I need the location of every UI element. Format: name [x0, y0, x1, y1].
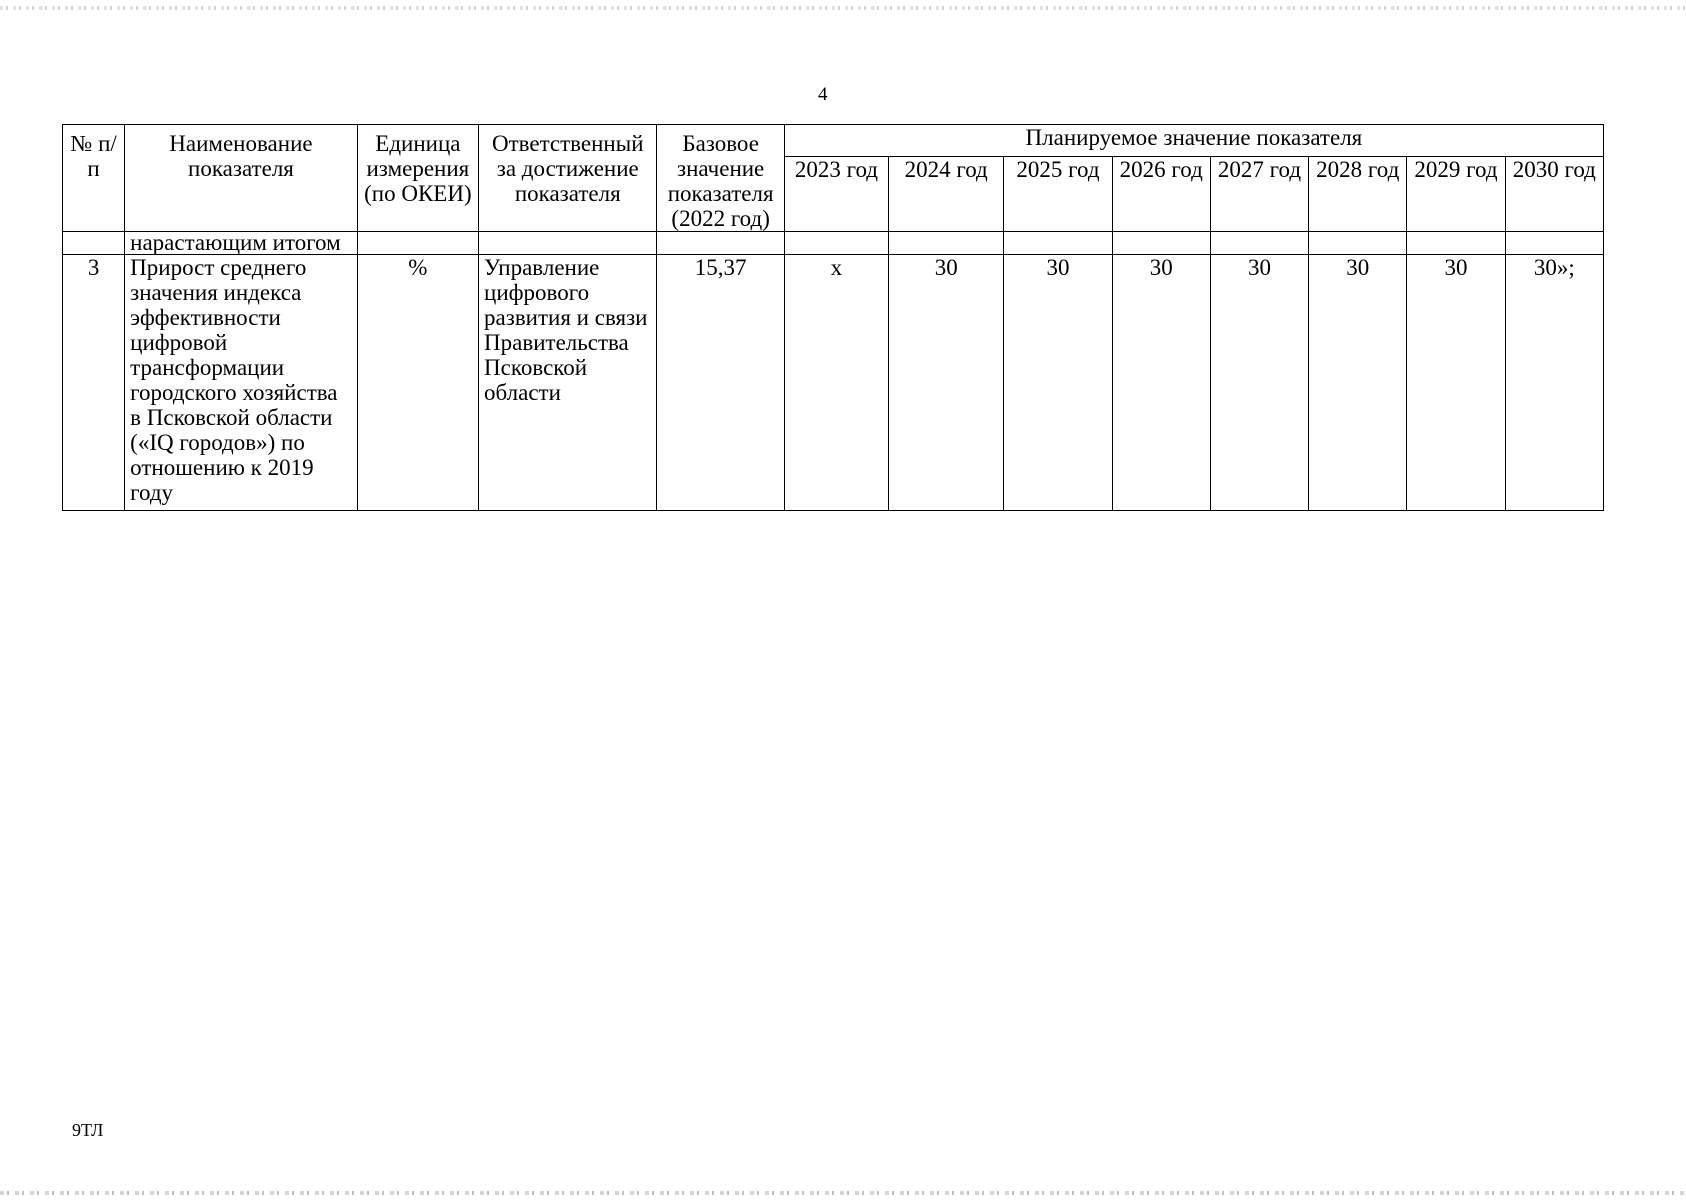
- cell-value-2030: 30»;: [1505, 255, 1603, 511]
- header-planned: Планируемое значение показателя: [784, 125, 1603, 157]
- cell-base: 15,37: [657, 255, 784, 511]
- header-year-2027: 2027 год: [1210, 156, 1308, 231]
- cell-name-continuation: нарастающим итогом: [125, 232, 358, 255]
- cell-value-2027: 30: [1210, 255, 1308, 511]
- cell-empty: [1505, 232, 1603, 255]
- cell-empty: [357, 232, 478, 255]
- footer-code: 9ТЛ: [72, 1120, 104, 1140]
- page-number: 4: [818, 84, 828, 105]
- cell-value-2023: х: [784, 255, 888, 511]
- header-name: Наименование показателя: [125, 125, 358, 232]
- cell-value-2028: 30: [1309, 255, 1407, 511]
- header-year-2030: 2030 год: [1505, 156, 1603, 231]
- cell-empty: [63, 232, 125, 255]
- header-row-top: [63, 125, 1604, 157]
- cell-empty: [1004, 232, 1112, 255]
- cell-empty: [784, 232, 888, 255]
- header-year-2026: 2026 год: [1112, 156, 1210, 231]
- cell-empty: [479, 232, 657, 255]
- cell-value-2024: 30: [889, 255, 1004, 511]
- table-row-continuation: [63, 232, 1604, 255]
- header-unit: Единица измерения (по ОКЕИ): [357, 125, 478, 232]
- indicators-table: [62, 124, 1604, 511]
- header-year-2024: 2024 год: [889, 156, 1004, 231]
- table-row: [63, 255, 1604, 511]
- header-year-2028: 2028 год: [1309, 156, 1407, 231]
- scan-edge-bottom: [0, 1191, 1686, 1195]
- cell-responsible: Управление цифрового развития и связи Правительства Псковской области: [479, 255, 657, 511]
- header-responsible: Ответственный за достижение показателя: [479, 125, 657, 232]
- cell-empty: [1407, 232, 1505, 255]
- cell-empty: [1112, 232, 1210, 255]
- header-year-2029: 2029 год: [1407, 156, 1505, 231]
- header-year-2023: 2023 год: [784, 156, 888, 231]
- header-year-2025: 2025 год: [1004, 156, 1112, 231]
- header-num: № п/п: [63, 125, 125, 232]
- cell-unit: %: [357, 255, 478, 511]
- header-base: Базовое значение показателя (2022 год): [657, 125, 784, 232]
- cell-empty: [889, 232, 1004, 255]
- cell-value-2026: 30: [1112, 255, 1210, 511]
- cell-num: 3: [63, 255, 125, 511]
- cell-value-2025: 30: [1004, 255, 1112, 511]
- cell-name: Прирост среднего значения индекса эффективности цифровой трансформации городского хозяйства в Псковской области («IQ городов») по отношению к 2019 году: [125, 255, 358, 511]
- cell-empty: [657, 232, 784, 255]
- cell-empty: [1210, 232, 1308, 255]
- cell-empty: [1309, 232, 1407, 255]
- cell-value-2029: 30: [1407, 255, 1505, 511]
- scan-edge-top: [0, 6, 1686, 10]
